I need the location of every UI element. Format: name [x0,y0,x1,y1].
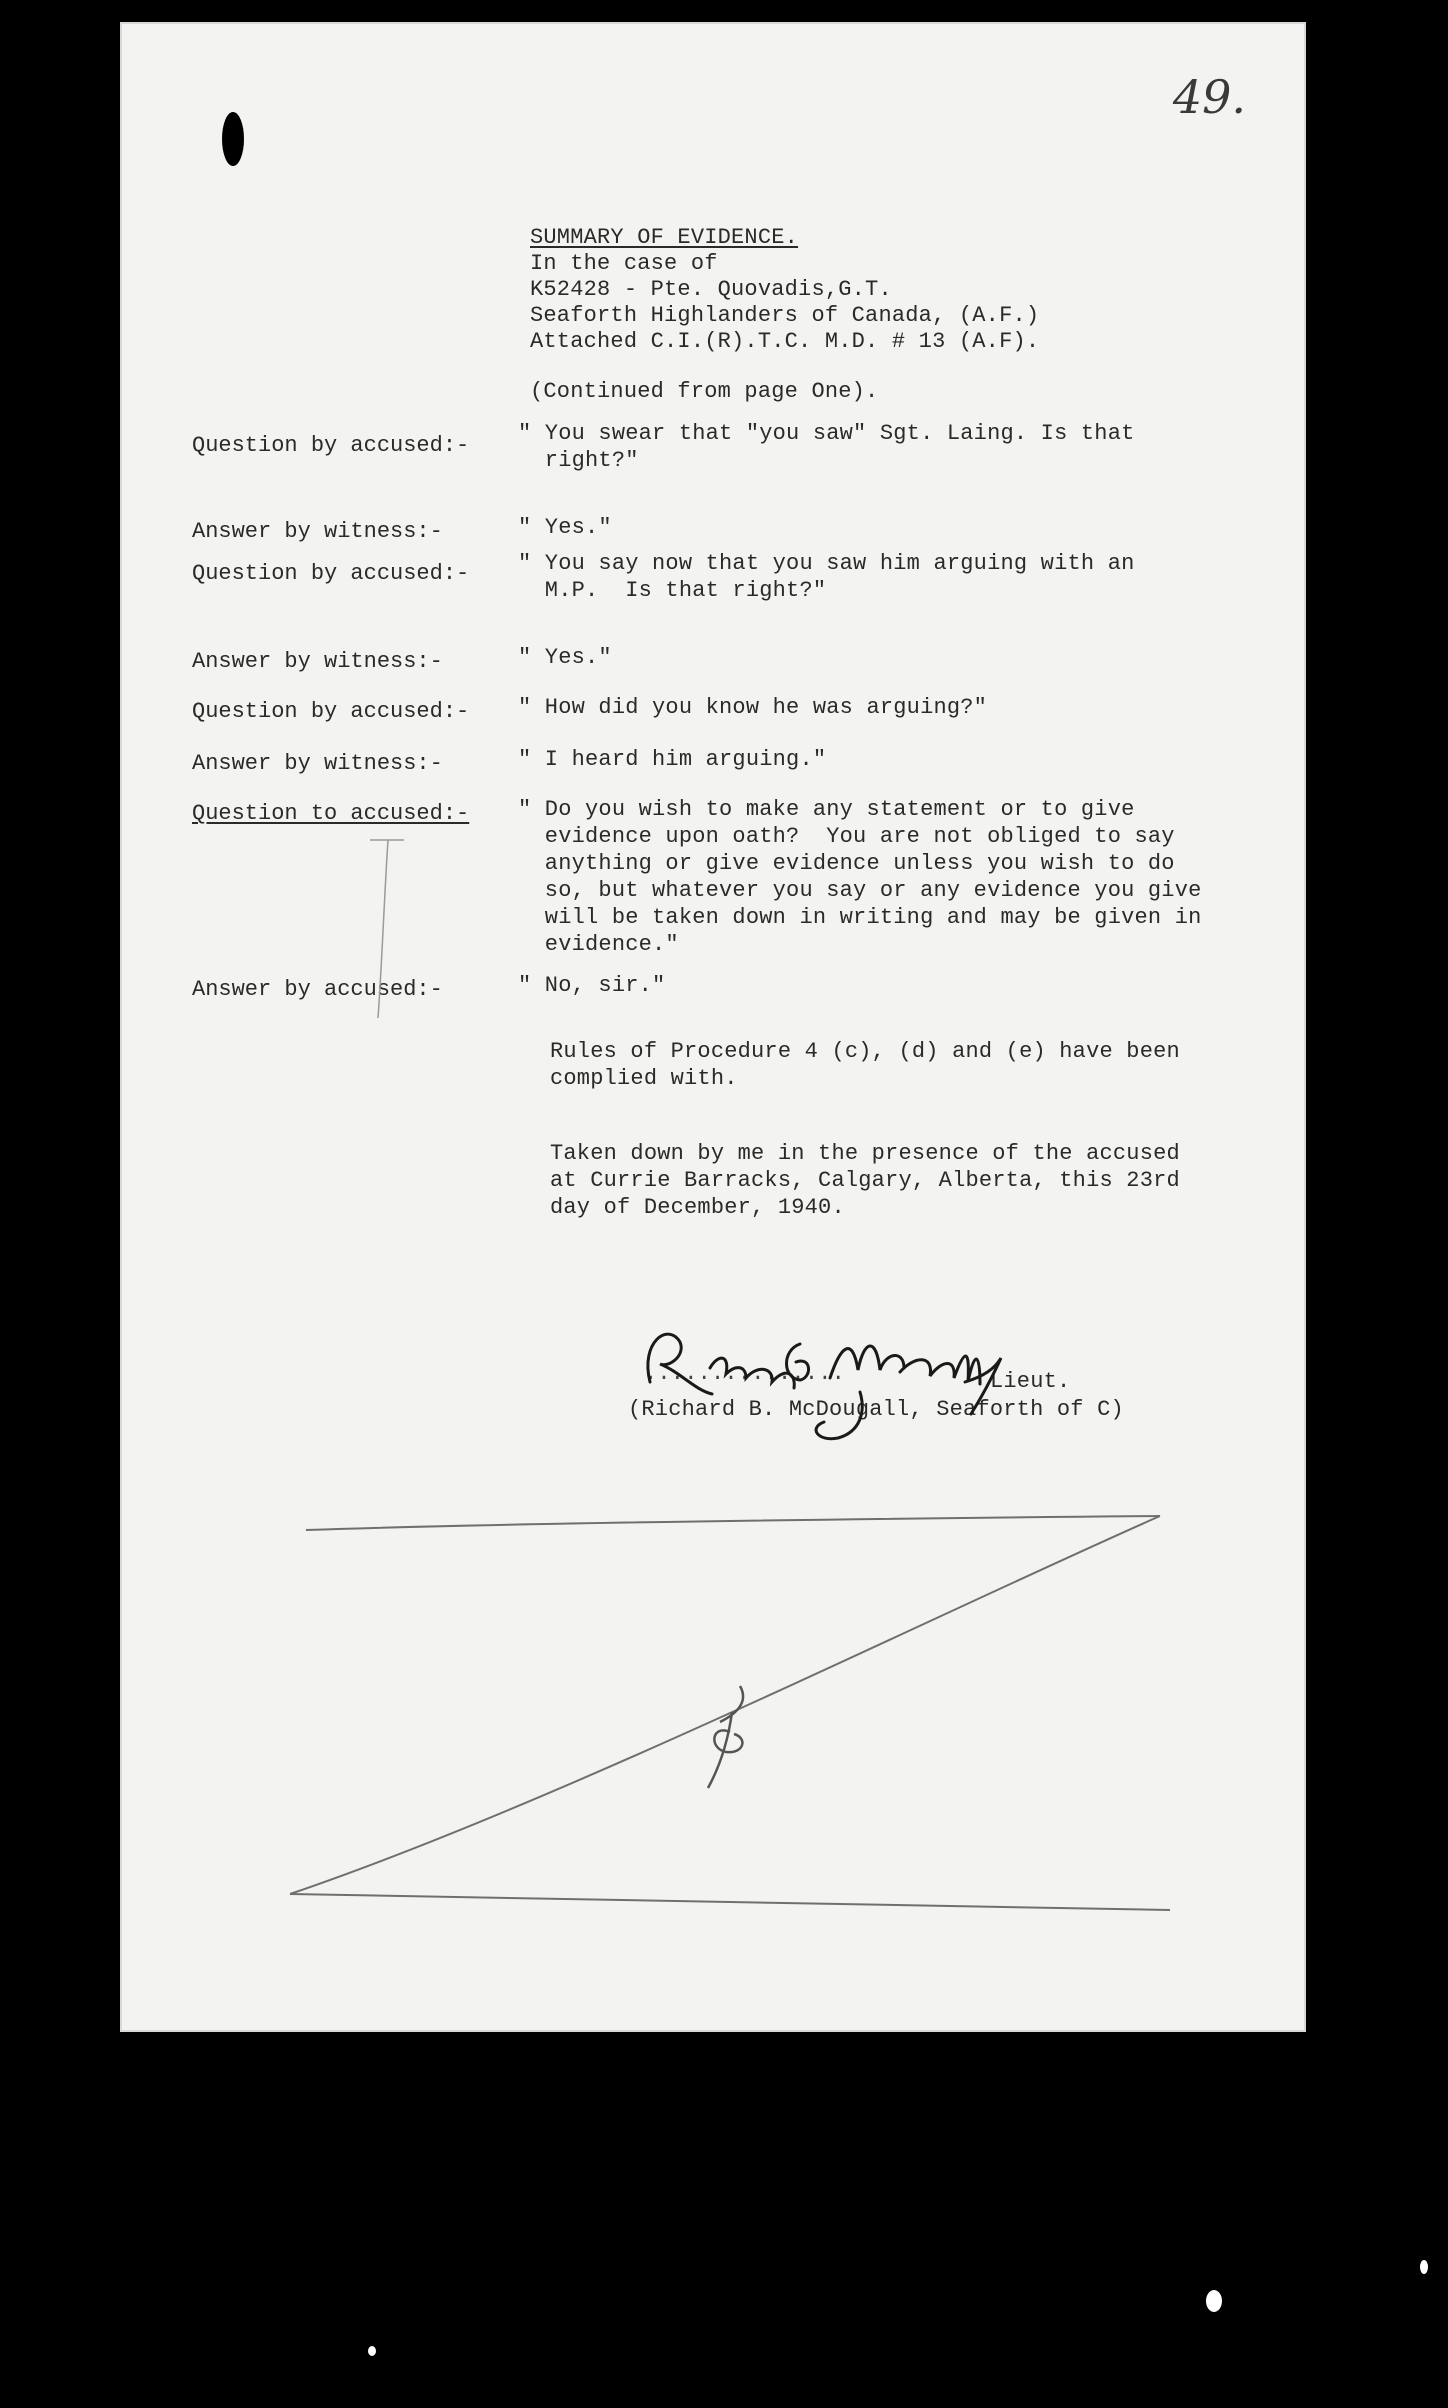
exchange-label-5: Question by accused:- [192,699,470,724]
exchange-label-6: Answer by witness:- [192,751,443,776]
handwriting-overlay [120,22,1306,2032]
signature-rank: Lieut. [990,1369,1071,1394]
handwritten-signature [648,1334,1001,1439]
rules-note: Rules of Procedure 4 (c), (d) and (e) have been complied with. [550,1039,1180,1091]
film-speck [1206,2290,1222,2312]
exchange-text-7: " Do you wish to make any statement or to give evidence upon oath? You are not obliged to say anything or give evidence unless you wish to do so, but whatever you say or any evidence you give will be taken down in writing and may be given in evidence." [518,797,1202,957]
strike-through-mark [290,1516,1170,1910]
header-line-4: Attached C.I.(R).T.C. M.D. # 13 (A.F). [530,329,1040,354]
exchange-text-4: " Yes." [518,645,612,670]
header-line-2: K52428 - Pte. Quovadis,G.T. [530,277,892,302]
signature-typed-name: (Richard B. McDougall, Seaforth of C) [628,1397,1124,1422]
ink-blot [222,112,244,166]
exchange-text-5: " How did you know he was arguing?" [518,695,988,720]
continued-note: (Continued from page One). [530,379,879,404]
signature-dots: ............... [644,1361,846,1386]
document-page [120,22,1306,2032]
exchange-label-3: Question by accused:- [192,561,470,586]
taken-down-note: Taken down by me in the presence of the accused at Currie Barracks, Calgary, Alberta, this 23rd day of December, 1940. [550,1141,1180,1220]
exchange-label-1: Question by accused:- [192,433,470,458]
exchange-text-8: " No, sir." [518,973,666,998]
film-speck [368,2346,376,2356]
initial-scribble [708,1686,743,1788]
exchange-label-8: Answer by accused:- [192,977,443,1002]
exchange-text-1: " You swear that "you saw" Sgt. Laing. Is that right?" [518,421,1135,473]
exchange-text-3: " You say now that you saw him arguing with an M.P. Is that right?" [518,551,1135,603]
film-speck [1420,2260,1428,2274]
document-title: SUMMARY OF EVIDENCE. [530,225,799,250]
exchange-label-4: Answer by witness:- [192,649,443,674]
header-line-1: In the case of [530,251,718,276]
pencil-mark [370,840,404,1018]
exchange-label-7: Question to accused:- [192,801,470,826]
exchange-text-2: " Yes." [518,515,612,540]
exchange-label-2: Answer by witness:- [192,519,443,544]
exchange-text-6: " I heard him arguing." [518,747,827,772]
page-number: 49. [1172,70,1246,124]
header-line-3: Seaforth Highlanders of Canada, (A.F.) [530,303,1040,328]
